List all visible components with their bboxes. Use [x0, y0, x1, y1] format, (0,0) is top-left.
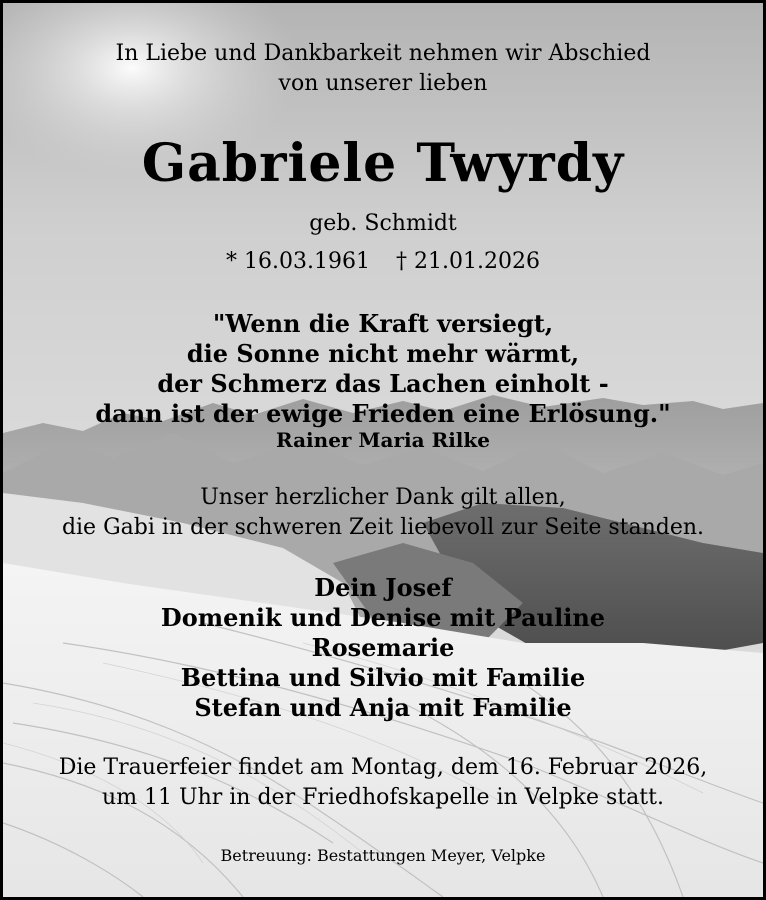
quote-line-2: die Sonne nicht mehr wärmt, [186, 339, 580, 368]
quote-line-3: der Schmerz das Lachen einholt - [157, 369, 609, 398]
service-line-1: Die Trauerfeier findet am Montag, dem 16. Februar 2026, [58, 755, 708, 780]
family-member-1: Dein Josef [314, 573, 452, 602]
quote-line-4: dann ist der ewige Frieden eine Erlösung." [95, 399, 671, 428]
thanks-line-1: Unser herzlicher Dank gilt allen, [200, 485, 566, 510]
family-member-2: Domenik und Denise mit Pauline [160, 603, 606, 632]
life-dates [3, 249, 763, 274]
birth-date: 16.03.1961 [244, 249, 370, 274]
death-symbol: † [396, 249, 407, 274]
birth-symbol: * [226, 249, 238, 274]
quote-author: Rainer Maria Rilke [276, 428, 490, 452]
deceased-name: Gabriele Twyrdy [141, 133, 625, 194]
quote-line-1: "Wenn die Kraft versiegt, [212, 309, 554, 338]
family-member-4: Bettina und Silvio mit Familie [180, 663, 586, 692]
death-date: 21.01.2026 [414, 249, 540, 274]
family-member-3: Rosemarie [311, 633, 455, 662]
notice-text [3, 3, 763, 897]
intro-line-1: In Liebe und Dankbarkeit nehmen wir Abschied [115, 41, 651, 66]
intro-line-2: von unserer lieben [278, 71, 488, 96]
maiden-name: geb. Schmidt [309, 211, 457, 236]
funeral-home-credit: Betreuung: Bestattungen Meyer, Velpke [220, 846, 546, 865]
service-line-2: um 11 Uhr in der Friedhofskapelle in Velpke statt. [102, 785, 664, 810]
thanks-line-2: die Gabi in der schweren Zeit liebevoll zur Seite standen. [61, 515, 705, 540]
family-member-5: Stefan und Anja mit Familie [194, 693, 572, 722]
